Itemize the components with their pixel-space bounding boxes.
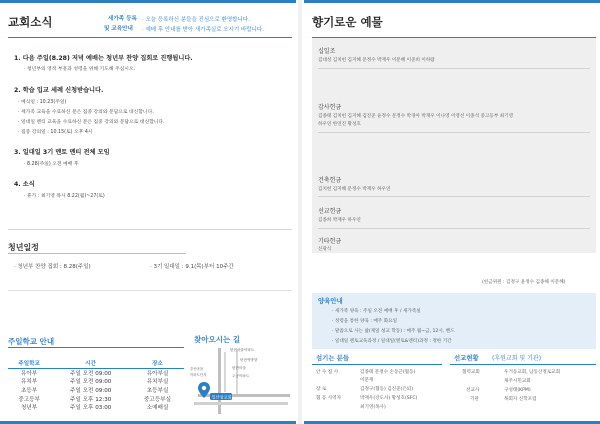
mission-type: 기관 (470, 397, 479, 402)
welcome-label-2: 및 교육안내 (104, 26, 133, 32)
mission-subtitle: (후원교회 및 기관) (492, 355, 542, 362)
youth-top-divider (8, 229, 292, 230)
sunday-school-underline (8, 347, 184, 348)
table-cell: 유치부 (21, 379, 38, 386)
servant-names: 김정구(협동) 김진준(은퇴) (360, 387, 414, 392)
offering-category: 선교헌금 (318, 208, 342, 215)
column-header: 시간 (50, 359, 131, 368)
table-cell: 주일 오전 09:00 (70, 388, 112, 395)
table-cell: 주일 오후 03:00 (70, 405, 112, 412)
servants-title: 섬기는 분들 (316, 354, 350, 362)
table-cell: 주일 오후 12:30 (70, 396, 112, 403)
table-header-row (8, 359, 184, 368)
directions-title: 찾아오시는 길 (194, 335, 241, 344)
mission-names: 구성태(KPM) (504, 388, 531, 393)
servant-role: 협 동 사역자 (316, 396, 342, 401)
news-item-4-title: 4. 소식 (14, 181, 35, 188)
youth-bottom-divider (8, 290, 292, 291)
table-cell: 초등부실 (146, 388, 169, 395)
table-cell: 중고등부 (18, 396, 40, 403)
offering-names: 김대성 김치헌 김지혜 문정수 박재우 이문혜 이준희 이하람 (318, 58, 435, 63)
mission-underline (450, 364, 596, 365)
servant-role: 장 로 (316, 387, 327, 392)
news-item-4-line-1: · 휴가 : 최기영 목사 8.22(월)~27(토) (24, 194, 105, 199)
offering-names: 김종희 박재우 하우연 (318, 218, 361, 223)
table-cell: 유아부실 (146, 370, 169, 377)
mission-names: 우거동교회, 남동산정로교회 (504, 370, 561, 375)
svg-text:탄현역방향: 탄현역방향 (240, 358, 258, 362)
title-divider (8, 37, 292, 38)
church-news-title: 교회소식 (8, 15, 53, 29)
offering-category: 건축헌금 (318, 177, 342, 184)
table-cell: 중고등부실 (144, 396, 172, 403)
table-cell: 초등부 (21, 388, 38, 395)
servants-underline (312, 364, 442, 365)
column-header: 주일학교 (8, 359, 50, 368)
table-row (8, 386, 184, 395)
table-cell: 주일 오전 09:00 (70, 379, 112, 386)
svg-text:탄현마을아파트: 탄현마을아파트 (230, 348, 255, 352)
news-item-2-line-4: · 집중 강의일 : 10.15(토) 오후 4시 (18, 130, 93, 135)
table-cell: 소예배실 (146, 405, 169, 412)
left-page (0, 0, 296, 424)
mission-title: 선교현황 (454, 354, 479, 362)
youth-item-left: · 청년부 찬양 집회 : 8.28(주일) (14, 264, 91, 270)
nurture-line: · 일대일 멘토교육과정 / 일대일(멘토&멘티)과정 : 정한 기간 (332, 339, 452, 344)
servant-names: 최기영(목사) (360, 405, 386, 410)
svg-text:중산마을: 중산마을 (190, 367, 204, 371)
offering-names: 김종태 김치헌 김지혜 김진준 윤정수 문정수 박경아 박재우 이나영 이영선 이종석 중고등부 최기영 (318, 114, 514, 119)
welcome-line-2: · 예배 후 안내를 받아 새가족실로 오시기 바랍니다. (142, 27, 264, 33)
servant-role: 안 수 집 사 (316, 370, 339, 375)
nurture-line: · 성령을 통한 양육 : 매주 화요일 (332, 319, 398, 324)
news-item-2-line-3: · 일대일 멘티 교육을 수료하신 분은 집중 강의와 문답으로 대신합니다. (18, 120, 165, 125)
table-cell: 주일 오전 09:00 (70, 370, 112, 377)
servant-names: 김종태 문정수 손동근(협동) (360, 370, 416, 375)
youth-title-underline (8, 253, 186, 254)
table-row (8, 368, 184, 377)
table-cell: 청년부 (21, 405, 38, 412)
table-row (8, 394, 184, 403)
svg-text:아파트단지: 아파트단지 (190, 373, 207, 377)
sunday-school-title: 주일학교 안내 (8, 337, 55, 346)
news-item-1-title: 1. 다음 주일(8.28) 저녁 예배는 청년부 찬양 집회로 진행됩니다. (14, 55, 193, 62)
offering-category: 기타헌금 (318, 238, 342, 245)
map-church-label: 일산삼교회 (211, 394, 232, 400)
offering-committee-note: (헌금위원 : 김정구 윤정수 김종해 이문혜) (482, 280, 566, 285)
offering-names-cont: 하우연 한연진 황성호 (318, 122, 361, 127)
news-item-2-line-1: · 예식일 : 10.23(주일) (18, 100, 67, 105)
page-fold (298, 0, 302, 424)
nurture-line: · 말씀으로 사는 삶(제일 성교 학동) : 매주 월~금, 12시, 밴드 (332, 329, 455, 334)
top-accent-bar (0, 0, 296, 3)
mission-names: 목회자 신학포럼 (504, 397, 537, 402)
mission-type: 선교사 (466, 388, 480, 393)
svg-text:주공아파트: 주공아파트 (232, 374, 250, 378)
directions-map[interactable] (190, 344, 292, 418)
table-row (8, 403, 184, 412)
offering-divider (318, 132, 590, 133)
svg-text:탄현마을: 탄현마을 (232, 366, 246, 370)
servant-names: 이문재 (360, 378, 374, 383)
nurture-title: 양육안내 (318, 297, 343, 305)
offering-names: 김치헌 김지혜 문정수 박재우 하우연 (318, 187, 391, 192)
offering-names: 신광식 (318, 247, 332, 252)
servant-names: 박재우(강도사) 황성호(SFC) (360, 396, 418, 401)
right-page (304, 0, 600, 424)
top-accent-bar (304, 0, 600, 3)
offering-divider (318, 196, 590, 197)
table-cell: 유아부 (21, 370, 38, 377)
sunday-school-table (8, 359, 184, 412)
youth-item-right: · 3기 일대일 : 9.1(목)부터 10주간 (150, 264, 234, 270)
mission-type: 협력교회 (462, 370, 480, 375)
offering-divider (318, 68, 590, 69)
table-row (8, 377, 184, 386)
news-item-2-title: 2. 학습 입교 세례 신청받습니다. (14, 87, 104, 94)
nurture-line: · 새가족 양육 : 주일 오전 예배 후 / 새가족실 (332, 309, 421, 314)
mission-names: 제주시민교회 (504, 379, 531, 384)
welcome-label-1: 새가족 등록 (108, 16, 137, 22)
news-item-3-line-1: · 8.28(주일) 오전 예배 후 (24, 162, 79, 167)
news-item-2-line-2: · 세가족 교육을 수료하신 분은 집중 강의와 문답으로 대신합니다. (18, 110, 154, 115)
welcome-line-1: · 오늘 등록하신 분들을 진심으로 환영합니다. (142, 17, 250, 23)
news-item-3-title: 3. 일대일 3기 멘토 멘티 전체 모임 (14, 149, 110, 156)
offering-category: 감사헌금 (318, 104, 342, 111)
table-cell: 유치부실 (146, 379, 169, 386)
offerings-title: 향기로운 예물 (312, 15, 383, 29)
news-item-1-line-1: · 청년부의 영적 부흥과 성령을 위해 기도해 주십시오. (24, 67, 136, 72)
offering-divider (318, 228, 590, 229)
offering-category: 십일조 (318, 48, 336, 55)
youth-schedule-title: 청년일정 (8, 243, 39, 252)
column-header: 장소 (131, 359, 184, 368)
